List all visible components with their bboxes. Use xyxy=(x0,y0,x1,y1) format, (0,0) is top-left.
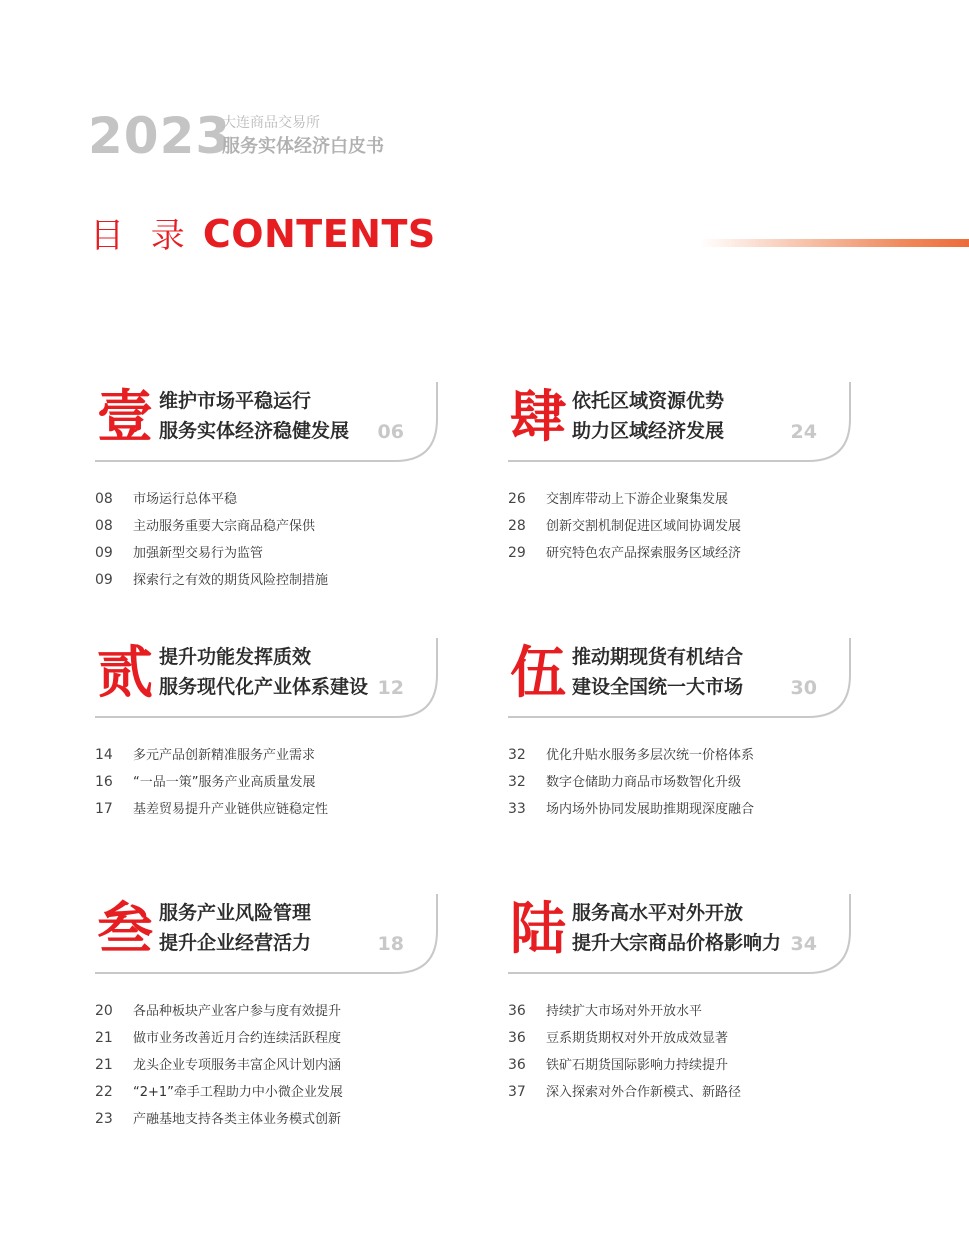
section-page-number: 18 xyxy=(377,933,404,955)
toc-item-text: 深入探索对外合作新模式、新路径 xyxy=(546,1085,742,1100)
toc-item-text: 研究特色农产品探索服务区域经济 xyxy=(546,546,742,561)
toc-item-page: 21 xyxy=(95,1057,113,1073)
toc-item[interactable] xyxy=(508,742,853,769)
toc-item-page: 14 xyxy=(95,747,113,763)
toc-item[interactable] xyxy=(95,567,440,594)
section-item-list xyxy=(508,486,853,567)
toc-item-text: 加强新型交易行为监管 xyxy=(133,546,264,561)
toc-item-page: 28 xyxy=(508,518,526,534)
toc-item[interactable] xyxy=(508,998,853,1025)
toc-item-page: 33 xyxy=(508,801,526,817)
toc-item[interactable] xyxy=(95,486,440,513)
toc-item[interactable] xyxy=(508,540,853,567)
toc-item-page: 21 xyxy=(95,1030,113,1046)
section-title-line1: 推动期现货有机结合 xyxy=(572,646,744,668)
section-1 xyxy=(95,382,440,588)
toc-item-page: 17 xyxy=(95,801,113,817)
section-item-list xyxy=(95,998,440,1133)
contents-title-en: CONTENTS xyxy=(202,212,436,256)
section-title-line2: 提升企业经营活力 xyxy=(159,932,312,954)
toc-item-page: 16 xyxy=(95,774,113,790)
toc-item[interactable] xyxy=(95,513,440,540)
section-3 xyxy=(95,894,440,1127)
toc-item[interactable] xyxy=(95,1025,440,1052)
section-title-line1: 服务产业风险管理 xyxy=(159,902,312,924)
toc-item[interactable] xyxy=(508,796,853,823)
section-item-list xyxy=(95,486,440,594)
toc-item[interactable] xyxy=(95,742,440,769)
toc-item-text: 做市业务改善近月合约连续活跃程度 xyxy=(133,1031,342,1046)
toc-item-text: 基差贸易提升产业链供应链稳定性 xyxy=(133,802,329,817)
toc-item-page: 36 xyxy=(508,1003,526,1019)
toc-item-text: 豆系期货期权对外开放成效显著 xyxy=(546,1031,729,1046)
section-2 xyxy=(95,638,440,817)
section-4 xyxy=(508,382,853,561)
header-year: 2023 xyxy=(88,107,232,165)
section-title-line2: 服务现代化产业体系建设 xyxy=(159,676,369,698)
toc-item-text: 龙头企业专项服务丰富企风计划内涵 xyxy=(133,1058,342,1073)
toc-item-page: 09 xyxy=(95,545,113,561)
section-item-list xyxy=(95,742,440,823)
toc-item[interactable] xyxy=(95,1106,440,1133)
toc-item-page: 08 xyxy=(95,491,113,507)
section-header[interactable] xyxy=(95,638,440,720)
section-page-number: 24 xyxy=(790,421,817,443)
section-numeral: 壹 xyxy=(97,384,153,450)
toc-item-text: 数字仓储助力商品市场数智化升级 xyxy=(546,775,742,790)
section-page-number: 30 xyxy=(790,677,817,699)
toc-item-page: 26 xyxy=(508,491,526,507)
toc-item[interactable] xyxy=(508,513,853,540)
toc-item-page: 36 xyxy=(508,1030,526,1046)
toc-item-text: 交割库带动上下游企业聚集发展 xyxy=(546,492,729,507)
toc-item-page: 22 xyxy=(95,1084,113,1100)
toc-item-page: 20 xyxy=(95,1003,113,1019)
header-org: 大连商品交易所 xyxy=(222,115,320,131)
toc-item[interactable] xyxy=(95,998,440,1025)
section-header[interactable] xyxy=(508,638,853,720)
section-numeral: 肆 xyxy=(510,384,566,450)
toc-item[interactable] xyxy=(508,1052,853,1079)
section-5 xyxy=(508,638,853,817)
toc-item-text: 主动服务重要大宗商品稳产保供 xyxy=(133,519,316,534)
section-title-line1: 依托区域资源优势 xyxy=(572,390,725,412)
toc-item[interactable] xyxy=(508,769,853,796)
toc-item-text: “一品一策”服务产业高质量发展 xyxy=(133,775,316,790)
toc-item-text: 铁矿石期货国际影响力持续提升 xyxy=(546,1058,729,1073)
section-title-line2: 提升大宗商品价格影响力 xyxy=(572,932,782,954)
section-header[interactable] xyxy=(95,382,440,464)
toc-item-page: 09 xyxy=(95,572,113,588)
section-header[interactable] xyxy=(95,894,440,976)
section-title-line2: 服务实体经济稳健发展 xyxy=(159,420,350,442)
toc-item-text: 场内场外协同发展助推期现深度融合 xyxy=(546,802,755,817)
contents-title-cn: 目 录 xyxy=(90,216,193,256)
section-title-line2: 助力区域经济发展 xyxy=(572,420,725,442)
toc-item-page: 32 xyxy=(508,774,526,790)
section-title-line1: 提升功能发挥质效 xyxy=(159,646,312,668)
section-title-line2: 建设全国统一大市场 xyxy=(572,676,744,698)
toc-item[interactable] xyxy=(508,1079,853,1106)
toc-item[interactable] xyxy=(95,1079,440,1106)
toc-item[interactable] xyxy=(95,769,440,796)
section-page-number: 34 xyxy=(790,933,817,955)
toc-item-text: 市场运行总体平稳 xyxy=(133,492,238,507)
section-numeral: 贰 xyxy=(97,640,153,706)
toc-item-page: 37 xyxy=(508,1084,526,1100)
toc-item[interactable] xyxy=(508,1025,853,1052)
toc-item-page: 23 xyxy=(95,1111,113,1127)
section-page-number: 06 xyxy=(377,421,404,443)
header-subtitle-block xyxy=(222,114,384,160)
section-item-list xyxy=(508,998,853,1106)
toc-item-text: 持续扩大市场对外开放水平 xyxy=(546,1004,703,1019)
toc-item-text: 优化升贴水服务多层次统一价格体系 xyxy=(546,748,755,763)
section-6 xyxy=(508,894,853,1100)
section-numeral: 伍 xyxy=(510,640,566,706)
toc-item-page: 29 xyxy=(508,545,526,561)
section-numeral: 陆 xyxy=(510,896,566,962)
section-title-line1: 服务高水平对外开放 xyxy=(572,902,744,924)
section-item-list xyxy=(508,742,853,823)
toc-item[interactable] xyxy=(508,486,853,513)
toc-item[interactable] xyxy=(95,1052,440,1079)
section-header[interactable] xyxy=(508,382,853,464)
section-numeral: 叁 xyxy=(97,896,153,962)
toc-item[interactable] xyxy=(95,796,440,823)
toc-item-page: 08 xyxy=(95,518,113,534)
header-subtitle: 服务实体经济白皮书 xyxy=(222,136,384,157)
toc-item-page: 36 xyxy=(508,1057,526,1073)
toc-item-text: 各品种板块产业客户参与度有效提升 xyxy=(133,1004,342,1019)
toc-item-text: “2+1”牵手工程助力中小微企业发展 xyxy=(133,1085,343,1100)
section-title-line1: 维护市场平稳运行 xyxy=(159,390,312,412)
toc-item[interactable] xyxy=(95,540,440,567)
toc-item-text: 创新交割机制促进区域间协调发展 xyxy=(546,519,742,534)
toc-item-page: 32 xyxy=(508,747,526,763)
decorative-gradient-bar xyxy=(700,239,969,247)
toc-item-text: 产融基地支持各类主体业务模式创新 xyxy=(133,1112,342,1127)
contents-title xyxy=(90,210,436,266)
toc-item-text: 多元产品创新精准服务产业需求 xyxy=(133,748,316,763)
section-header[interactable] xyxy=(508,894,853,976)
section-page-number: 12 xyxy=(377,677,404,699)
toc-item-text: 探索行之有效的期货风险控制措施 xyxy=(133,573,329,588)
